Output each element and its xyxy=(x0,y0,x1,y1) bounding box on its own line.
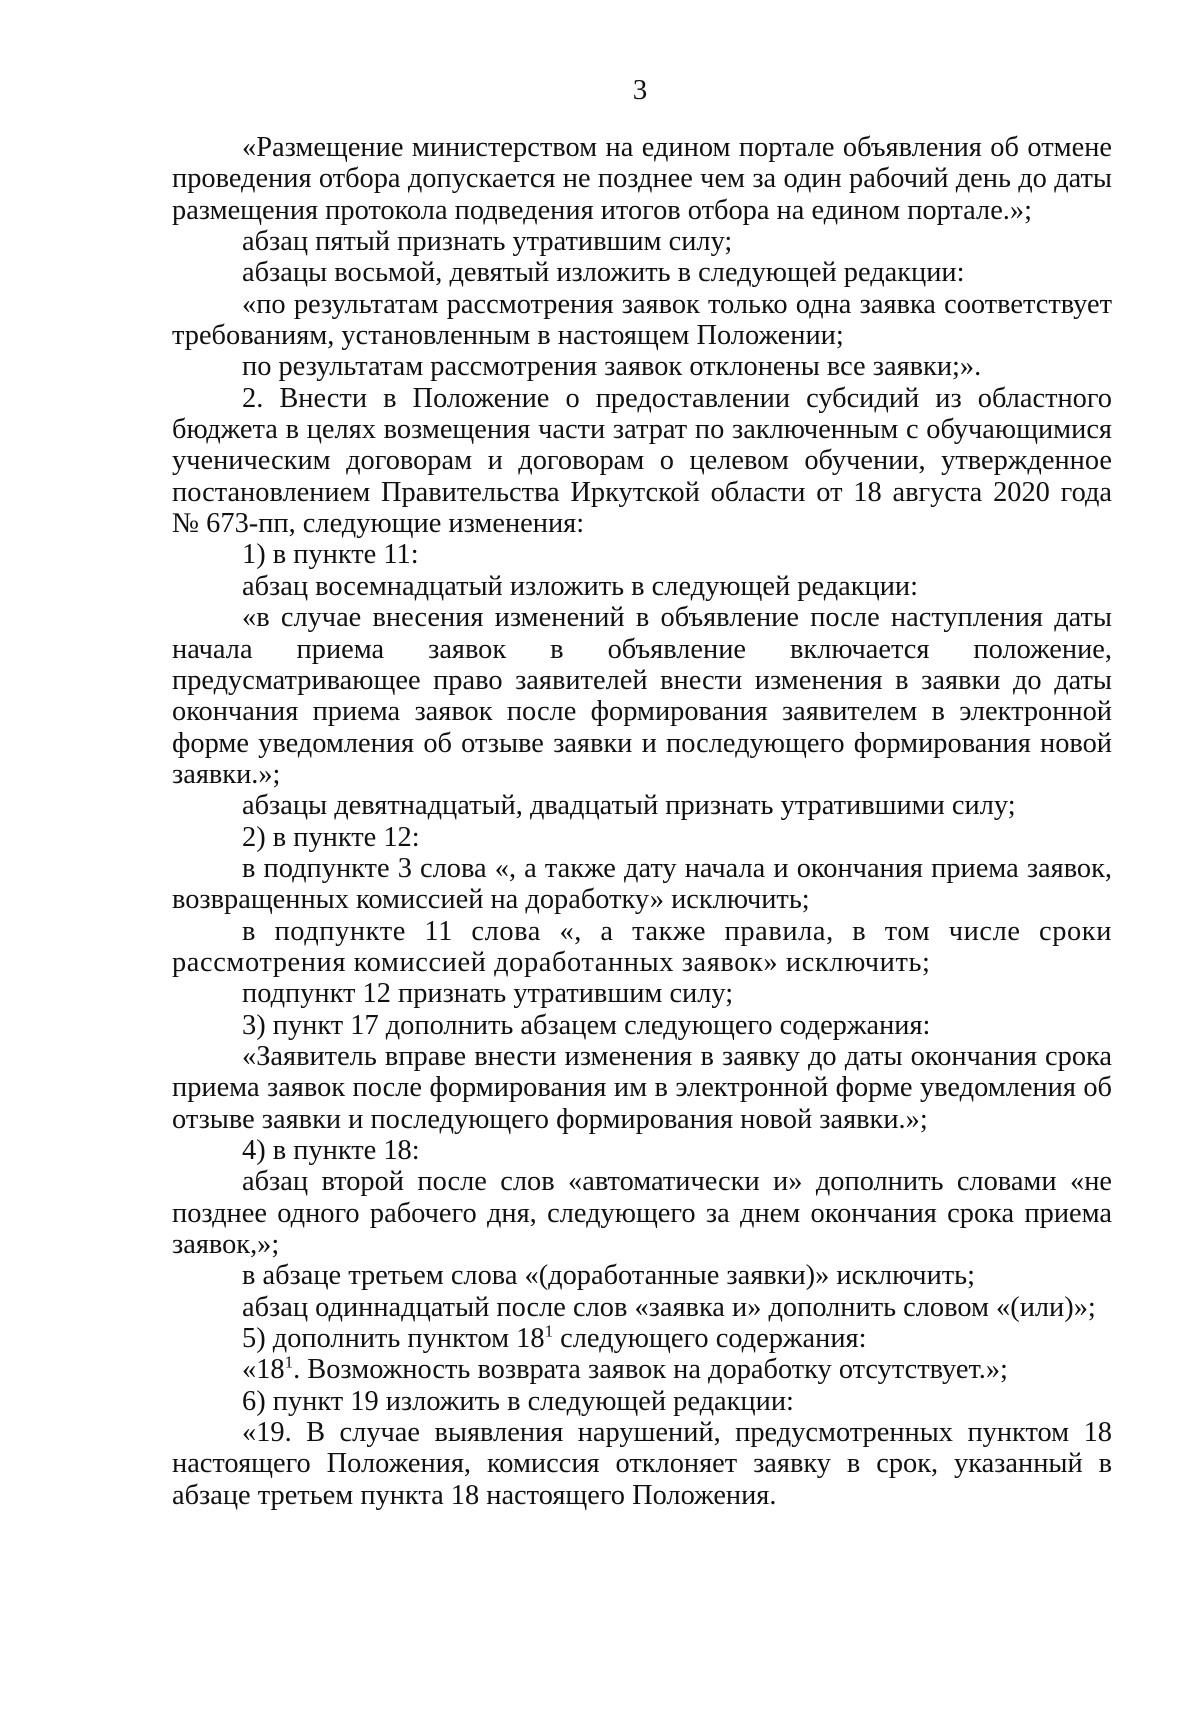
paragraph: 4) в пункте 18: xyxy=(242,1135,420,1166)
paragraph-text-tail: . Возможность возврата заявок на доработку отсутствует.»; xyxy=(293,1354,1008,1386)
document-body xyxy=(172,132,1112,1511)
paragraph: абзац одиннадцатый после слов «заявка и» дополнить словом «(или)»; xyxy=(242,1291,1096,1323)
paragraph-text-tail: следующего содержания: xyxy=(553,1323,867,1355)
superscript: 1 xyxy=(284,1352,294,1372)
paragraph: «19. В случае выявления нарушений, предусмотренных пунктом 18 настоящего Положения, комиссия отклоняет заявку в срок, указанный в абзаце третьем пункта 18 настоящего Положения. xyxy=(172,1417,1112,1511)
paragraph: абзацы восьмой, девятый изложить в следующей редакции: xyxy=(242,257,965,289)
paragraph-with-superscript xyxy=(172,1354,1112,1385)
paragraph: 2) в пункте 12: xyxy=(242,821,420,853)
paragraph-with-superscript xyxy=(172,1323,1112,1354)
paragraph: абзац второй после слов «автоматически и» дополнить словами «не позднее одного рабочего дня, следующего за днем окончания срока приема заявок,»; xyxy=(172,1166,1112,1261)
paragraph: в подпункте 11 слова «, а также правила, в том числе сроки рассмотрения комиссией доработанных заявок» исключить; xyxy=(172,915,1112,978)
superscript: 1 xyxy=(544,1321,554,1341)
paragraph: 3) пункт 17 дополнить абзацем следующего содержания: xyxy=(242,1009,931,1041)
paragraph: в подпункте 3 слова «, а также дату начала и окончания приема заявок, возвращенных комиссией на доработку» исключить; xyxy=(172,852,1112,916)
paragraph: подпункт 12 признать утратившим силу; xyxy=(242,978,734,1010)
paragraph-text: «18 xyxy=(242,1354,285,1386)
paragraph: в абзаце третьем слова «(доработанные заявки)» исключить; xyxy=(242,1260,975,1292)
paragraph: абзац восемнадцатый изложить в следующей редакции: xyxy=(242,570,919,602)
paragraph: 1) в пункте 11: xyxy=(242,539,419,571)
paragraph: 2. Внести в Положение о предоставлении субсидий из областного бюджета в целях возмещения части затрат по заключенным с обучающимися ученическим договорам и договорам о целевом обучении, утвержденное постановлением Правительства Иркутской области от 18 августа 2020 года № 673-пп, следующие изменения: xyxy=(172,382,1112,540)
paragraph: по результатам рассмотрения заявок отклонены все заявки;». xyxy=(242,351,982,383)
paragraph: «в случае внесения изменений в объявление после наступления даты начала приема заявок в объявление включается положение, предусматривающее право заявителей внести изменения в заявки до даты окончания приема заявок после формирования заявителем в электронной форме уведомления об отзыве заявки и последующего формирования новой заявки.»; xyxy=(172,602,1112,790)
paragraph: 6) пункт 19 изложить в следующей редакции: xyxy=(242,1385,794,1417)
paragraph: «по результатам рассмотрения заявок только одна заявка соответствует требованиям, установленным в настоящем Положении; xyxy=(172,288,1112,352)
paragraph-text: 5) дополнить пунктом 18 xyxy=(242,1323,545,1355)
paragraph: абзацы девятнадцатый, двадцатый признать утратившими силу; xyxy=(242,790,1016,822)
paragraph: «Размещение министерством на едином портале объявления об отмене проведения отбора допускается не позднее чем за один рабочий день до даты размещения протокола подведения итогов отбора на едином портале.»; xyxy=(172,132,1112,226)
page-number: 3 xyxy=(632,74,648,106)
paragraph: «Заявитель вправе внести изменения в заявку до даты окончания срока приема заявок после формирования им в электронной форме уведомления об отзыве заявки и последующего формирования новой заявки.»; xyxy=(172,1040,1112,1135)
paragraph: абзац пятый признать утратившим силу; xyxy=(242,226,733,258)
